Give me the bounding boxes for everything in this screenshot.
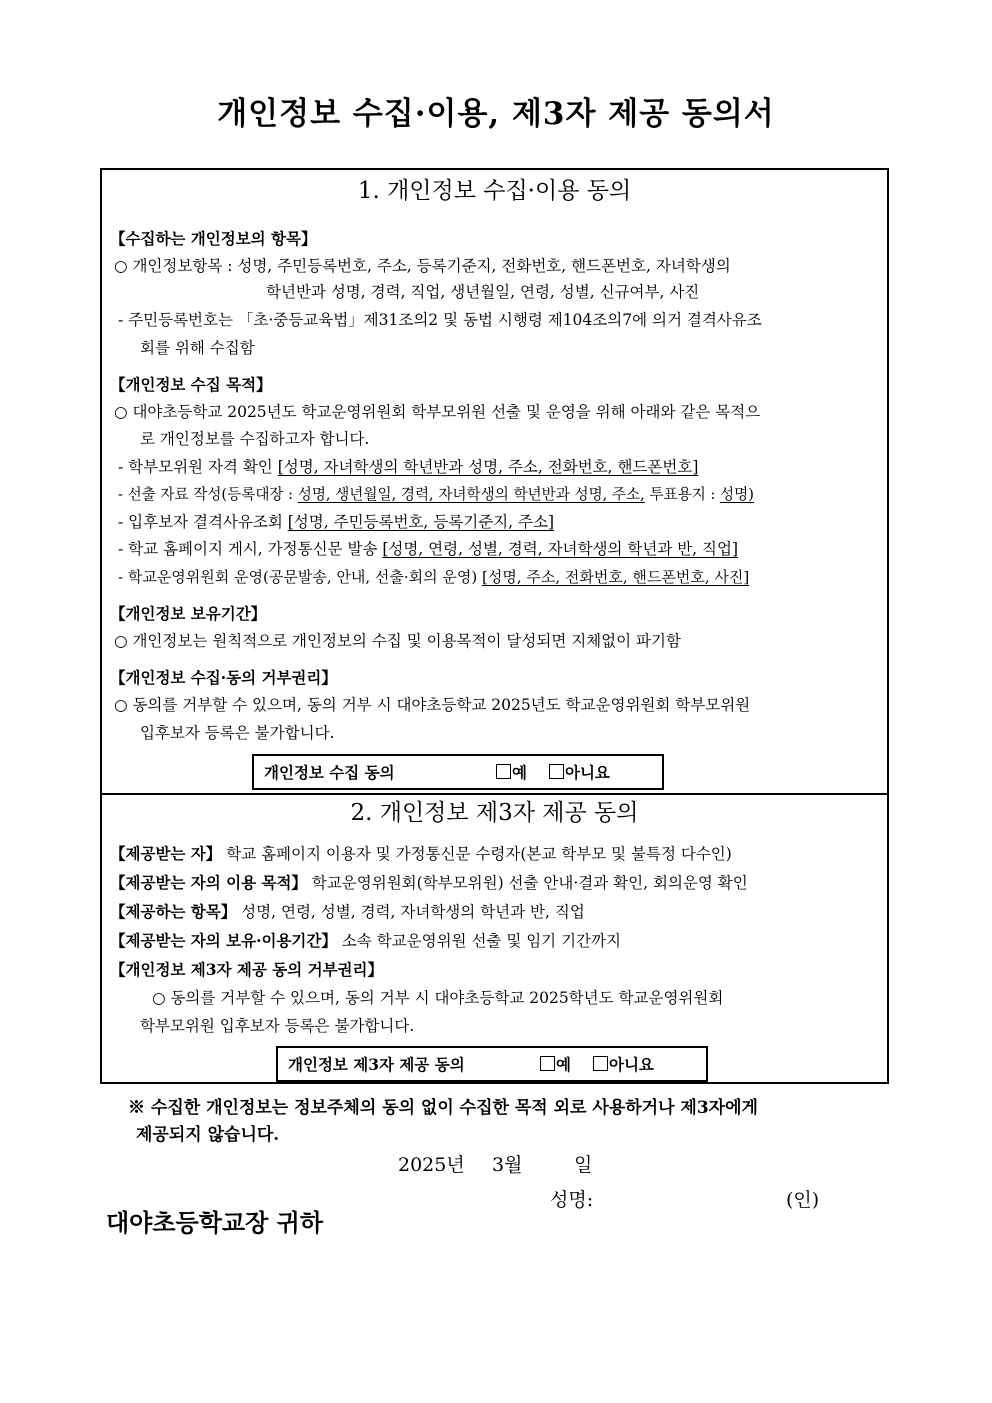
collection-consent-label: 개인정보 수집 동의 [264, 763, 395, 782]
purpose-item-5-fields: [성명, 주소, 전화번호, 핸드폰번호, 사진] [481, 568, 750, 586]
seal-mark: (인) [786, 1189, 820, 1211]
use-purpose-heading: 【제공받는 자의 이용 목적】 [110, 873, 307, 892]
document-title: 개인정보 수집·이용, 제3자 제공 동의서 [217, 96, 775, 132]
third-party-no-option[interactable] [593, 1053, 654, 1075]
purpose-item-4 [118, 539, 738, 559]
third-party-yes-label: 예 [556, 1055, 571, 1074]
checkbox-icon[interactable] [549, 764, 564, 779]
purpose-item-3-label: - 입후보자 결격사유조회 [118, 513, 288, 531]
purpose-item-5 [118, 567, 749, 587]
collection-consent-box [252, 754, 664, 790]
checkbox-icon[interactable] [496, 764, 511, 779]
third-party-consent-label: 개인정보 제3자 제공 동의 [288, 1055, 465, 1074]
checkbox-icon[interactable] [593, 1056, 608, 1071]
purpose-line-2: 로 개인정보를 수집하고자 합니다. [140, 430, 370, 448]
retention-text: ○ 개인정보는 원칙적으로 개인정보의 수집 및 이용목적이 달성되면 지체없이 파기함 [114, 632, 681, 650]
purpose-line-1: ○ 대야초등학교 2025년도 학교운영위원회 학부모위원 선출 및 운영을 위해 아래와 같은 목적으 [114, 403, 761, 421]
items-line-2: 학년반과 성명, 경력, 직업, 생년월일, 연령, 성별, 신규여부, 사진 [266, 283, 700, 301]
collection-no-option[interactable] [549, 761, 610, 783]
use-purpose-row [110, 873, 748, 893]
purpose-item-2-mid: 투표용지 : [644, 486, 721, 503]
recipient-addressee: 대야초등학교장 귀하 [106, 1208, 324, 1237]
purpose-item-5-label: - 학교운영위원회 운영(공문발송, 안내, 선출·회의 운영) [118, 568, 482, 586]
collection-no-label: 아니요 [564, 763, 610, 782]
purpose-item-2 [118, 485, 754, 505]
section1-heading: 1. 개인정보 수집·이용 동의 [357, 178, 632, 204]
purpose-item-3-fields: [성명, 주민등록번호, 등록기준지, 주소] [287, 513, 555, 531]
purpose-item-1 [118, 457, 698, 477]
notice-line-1: ※ 수집한 개인정보는 정보주체의 동의 없이 수집한 목적 외로 사용하거나 제3자에게 [128, 1098, 758, 1118]
consent-form-frame [100, 168, 889, 1084]
use-purpose-text: 학교운영위원회(학부모위원) 선출 안내·결과 확인, 회의운영 확인 [306, 874, 748, 892]
third-party-consent-box [276, 1046, 708, 1082]
collection-yes-option[interactable] [496, 761, 527, 783]
purpose-item-1-label: - 학부모위원 자격 확인 [118, 458, 278, 476]
date-year: 2025년 [398, 1154, 465, 1176]
retention-period-heading: 【제공받는 자의 보유·이용기간】 [110, 931, 337, 950]
items-line-1: ○ 개인정보항목 : 성명, 주민등록번호, 주소, 등록기준지, 전화번호, 핸드폰번호, 자녀학생의 [114, 257, 731, 275]
refusal-heading: 【개인정보 수집·동의 거부권리】 [110, 668, 337, 687]
provided-items-row [110, 902, 585, 922]
refusal-line-2: 입후보자 등록은 불가합니다. [140, 724, 335, 742]
purpose-item-2-fields: 성명, 생년월일, 경력, 자녀학생의 학년반과 성명, 주소, [297, 486, 645, 503]
rrn-line-1: - 주민등록번호는 「초·중등교육법」제31조의2 및 동법 시행령 제104조의7에 의거 결격사유조 [118, 311, 762, 329]
third-party-refusal-line-2: 학부모위원 입후보자 등록은 불가합니다. [140, 1017, 415, 1035]
purpose-item-4-label: - 학교 홈페이지 게시, 가정통신문 발송 [118, 540, 383, 558]
purpose-item-2-label: - 선출 자료 작성(등록대장 : [118, 486, 298, 503]
provided-items-text: 성명, 연령, 성별, 경력, 자녀학생의 학년과 반, 직업 [236, 903, 585, 921]
date-day: 일 [574, 1154, 593, 1176]
third-party-no-label: 아니요 [608, 1055, 654, 1074]
rrn-line-2: 회를 위해 수집함 [140, 339, 255, 357]
third-party-yes-option[interactable] [540, 1053, 571, 1075]
section2-heading: 2. 개인정보 제3자 제공 동의 [350, 800, 639, 826]
purpose-heading: 【개인정보 수집 목적】 [110, 375, 272, 394]
retention-period-text: 소속 학교운영위원 선출 및 임기 기간까지 [336, 932, 621, 950]
third-party-refusal-heading: 【개인정보 제3자 제공 동의 거부권리】 [110, 960, 383, 979]
items-heading: 【수집하는 개인정보의 항목】 [110, 229, 317, 248]
recipient-heading: 【제공받는 자】 [110, 844, 222, 863]
checkbox-icon[interactable] [540, 1056, 555, 1071]
name-label: 성명: [550, 1189, 594, 1211]
refusal-line-1: ○ 동의를 거부할 수 있으며, 동의 거부 시 대야초등학교 2025년도 학교운영위원회 학부모위원 [114, 696, 751, 714]
purpose-item-1-fields: [성명, 자녀학생의 학년반과 성명, 주소, 전화번호, 핸드폰번호] [277, 458, 699, 476]
collection-yes-label: 예 [512, 763, 527, 782]
retention-heading: 【개인정보 보유기간】 [110, 604, 267, 623]
purpose-item-3 [118, 512, 554, 532]
recipient-row [110, 844, 732, 864]
purpose-item-2-fields2: 성명) [720, 486, 754, 503]
date-month: 3월 [492, 1154, 523, 1176]
retention-period-row [110, 931, 621, 951]
recipient-text: 학교 홈페이지 이용자 및 가정통신문 수령자(본교 학부모 및 불특정 다수인) [221, 845, 732, 863]
third-party-refusal-line-1: ○ 동의를 거부할 수 있으며, 동의 거부 시 대야초등학교 2025학년도 학교운영위원회 [152, 989, 724, 1007]
provided-items-heading: 【제공하는 항목】 [110, 902, 237, 921]
notice-line-2: 제공되지 않습니다. [136, 1125, 280, 1145]
purpose-item-4-fields: [성명, 연령, 성별, 경력, 자녀학생의 학년과 반, 직업] [382, 540, 739, 558]
